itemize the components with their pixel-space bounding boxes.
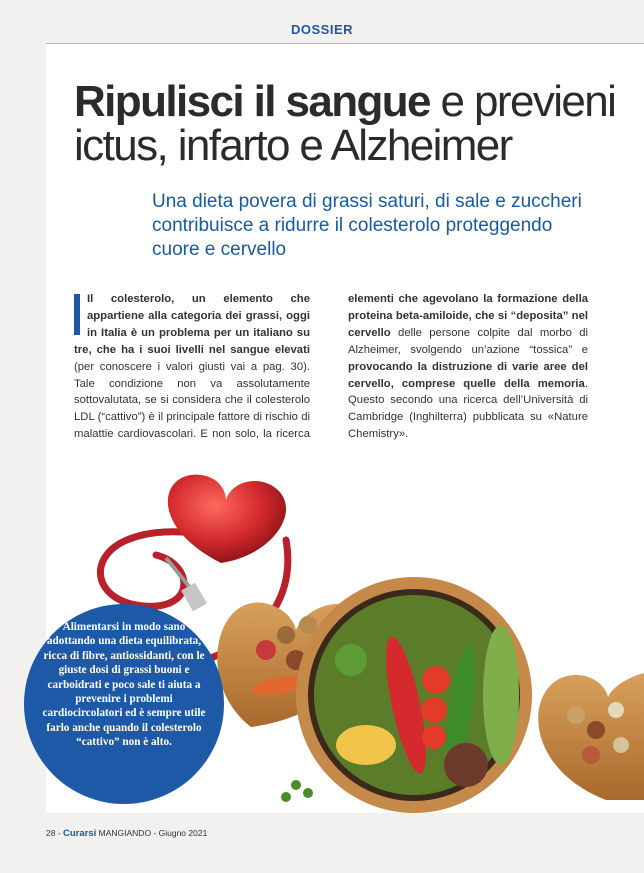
title-light-1: e previeni [429, 77, 616, 126]
col2-text-2: . Questo secondo una ricerca dell’Università di Cambridge (Inghilterra) pubblicata su «Nature Chemistry». [348, 377, 588, 441]
section-label: DOSSIER [290, 22, 353, 37]
footer-page-number: 28 - [46, 828, 64, 838]
callout-text: Alimentarsi in modo sano adottando una dieta equilibrata, ricca di fibre, antiossidanti, con le giuste dosi di grassi buoni e carboidrati e poco sale ti aiuta a prevenire i problemi cardiocircolatori ed è sempre utile farlo anche quando il colesterolo “cattivo” non è alto. [42, 621, 206, 749]
col1-bold-1: Il colesterolo, un elemento che appartiene alla categoria dei grassi, oggi in Italia è un problema per un italiano su tre, che ha i suoi livelli nel sangue elevati [74, 293, 310, 356]
article-subtitle: Una dieta povera di grassi saturi, di sale e zuccheri contribuisce a ridurre il colesterolo proteggendo cuore e cervello [152, 191, 582, 260]
title-bold-1: Ripulisci il sangue [74, 77, 430, 126]
article-title [74, 77, 634, 170]
body-column-2 [348, 291, 588, 443]
section-divider [46, 43, 644, 44]
footer-issue: MANGIANDO - Giugno 2021 [96, 828, 208, 838]
title-bold-2: Alzheimer [330, 121, 512, 170]
footer-brand: Curarsi [63, 828, 97, 839]
col2-text-1: delle persone colpite dal morbo di Alzheimer, svolgendo un’azione “tossica” e [348, 326, 588, 356]
col1-text-1: (per conoscere i valori giusti vai a pag. 30). Tale condizione non va assolutamente sottovalutata, se si considera che il colesterolo LDL (“cattivo”) è il principale fattore di rischio di malattie cardiovascolari. E non solo, la ricerca [74, 360, 310, 441]
col2-bold-2: provocando la distruzione di varie aree del cervello, comprese quelle della memoria [348, 360, 588, 390]
title-light-2: ictus, infarto e [74, 121, 331, 170]
col2-bold-1: elementi che agevolano la formazione della proteina beta-amiloide, che si “deposita” nel cervello [348, 293, 588, 339]
page-footer [46, 828, 207, 839]
dropcap-bar [74, 294, 80, 335]
